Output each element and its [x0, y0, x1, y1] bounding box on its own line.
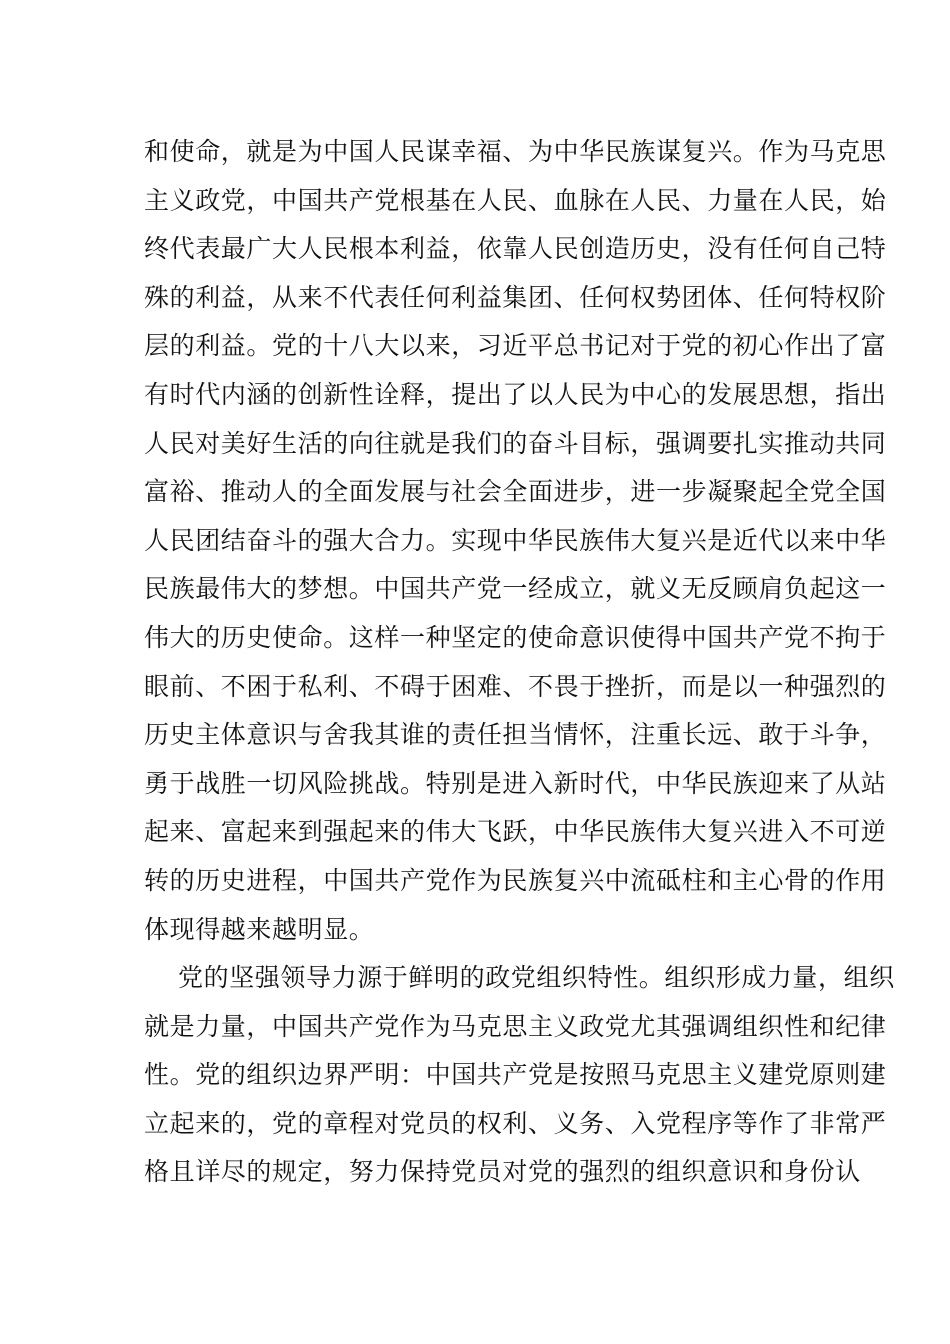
text-line: 人民对美好生活的向往就是我们的奋斗目标，强调要扎实推动共同	[144, 428, 887, 458]
text-line: 和使命，就是为中国人民谋幸福、为中华民族谋复兴。作为马克思	[144, 137, 887, 166]
text-line: 富裕、推动人的全面发展与社会全面进步，进一步凝聚起全党全国	[144, 477, 887, 507]
text-line: 勇于战胜一切风险挑战。特别是进入新时代，中华民族迎来了从站	[144, 768, 887, 798]
text-line: 主义政党，中国共产党根基在人民、血脉在人民、力量在人民，始	[144, 185, 887, 215]
text-line: 有时代内涵的创新性诠释，提出了以人民为中心的发展思想，指出	[144, 379, 887, 409]
document-body	[144, 128, 895, 1197]
text-line: 殊的利益，从来不代表任何利益集团、任何权势团体、任何特权阶	[144, 282, 887, 312]
text-line: 格且详尽的规定，努力保持党员对党的强烈的组织意识和身份认	[144, 1157, 861, 1187]
text-line: 民族最伟大的梦想。中国共产党一经成立，就义无反顾肩负起这一	[144, 574, 887, 604]
paragraph	[144, 954, 895, 1197]
text-line: 终代表最广大人民根本利益，依靠人民创造历史，没有任何自己特	[144, 234, 887, 264]
text-line: 人民团结奋斗的强大合力。实现中华民族伟大复兴是近代以来中华	[144, 525, 887, 555]
text-line: 体现得越来越明显。	[144, 914, 375, 944]
text-line: 眼前、不困于私利、不碍于困难、不畏于挫折，而是以一种强烈的	[144, 671, 887, 701]
text-line: 层的利益。党的十八大以来，习近平总书记对于党的初心作出了富	[144, 331, 887, 361]
text-line: 历史主体意识与舍我其谁的责任担当情怀，注重长远、敢于斗争，	[144, 720, 887, 750]
text-line: 伟大的历史使命。这样一种坚定的使命意识使得中国共产党不拘于	[144, 622, 887, 652]
text-line: 立起来的，党的章程对党员的权利、义务、入党程序等作了非常严	[144, 1108, 887, 1138]
text-line: 性。党的组织边界严明：中国共产党是按照马克思主义建党原则建	[144, 1060, 887, 1090]
paragraph	[144, 128, 887, 954]
text-line: 党的坚强领导力源于鲜明的政党组织特性。组织形成力量，组织	[178, 963, 895, 993]
text-line: 起来、富起来到强起来的伟大飞跃，中华民族伟大复兴进入不可逆	[144, 817, 887, 847]
text-line: 就是力量，中国共产党作为马克思主义政党尤其强调组织性和纪律	[144, 1011, 887, 1041]
text-line: 转的历史进程，中国共产党作为民族复兴中流砥柱和主心骨的作用	[144, 865, 887, 895]
